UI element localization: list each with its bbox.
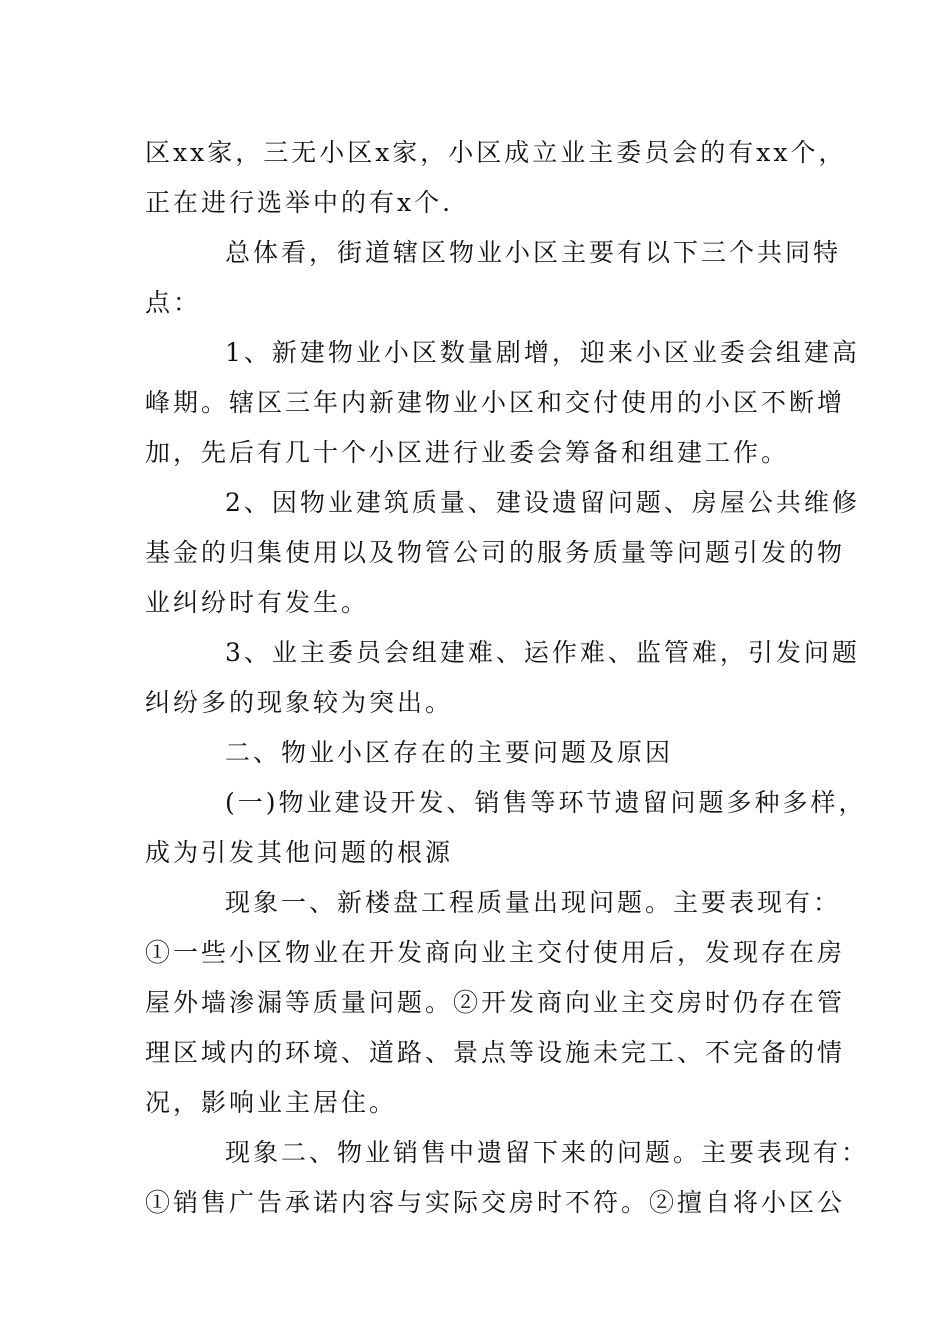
text-line: 区xx家，三无小区x家，小区成立业主委员会的有xx个，: [145, 138, 847, 167]
text-line: 3、业主委员会组建难、运作难、监管难，引发问题: [225, 638, 860, 667]
subsection-heading-cont: 成为引发其他问题的根源: [145, 838, 454, 867]
text-line: 点：: [145, 288, 202, 317]
text-line: 峰期。辖区三年内新建物业小区和交付使用的小区不断增: [145, 388, 846, 417]
text-line: 现象一、新楼盘工程质量出现问题。主要表现有：: [225, 888, 842, 917]
text-line: 况，影响业主居住。: [145, 1088, 398, 1117]
text-line: 屋外墙渗漏等质量问题。②开发商向业主交房时仍存在管: [145, 988, 846, 1017]
text-line: 理区域内的环境、道路、景点等设施未完工、不完备的情: [145, 1038, 846, 1067]
text-line: ①销售广告承诺内容与实际交房时不符。②擅自将小区公: [145, 1188, 846, 1217]
subsection-heading: (一)物业建设开发、销售等环节遗留问题多种多样，: [225, 788, 867, 817]
text-line: 总体看，街道辖区物业小区主要有以下三个共同特: [225, 238, 842, 267]
text-line: 1、新建物业小区数量剧增，迎来小区业委会组建高: [225, 338, 860, 367]
text-line: 纠纷多的现象较为突出。: [145, 688, 454, 717]
text-line: 正在进行选举中的有x个.: [145, 188, 454, 217]
text-line: 2、因物业建筑质量、建设遗留问题、房屋公共维修: [225, 488, 860, 517]
text-line: 业纠纷时有发生。: [145, 588, 370, 617]
section-heading: 二、物业小区存在的主要问题及原因: [225, 738, 674, 767]
text-line: 基金的归集使用以及物管公司的服务质量等问题引发的物: [145, 538, 846, 567]
text-line: ①一些小区物业在开发商向业主交付使用后，发现存在房: [145, 938, 846, 967]
document-body: [145, 128, 870, 1228]
text-line: 现象二、物业销售中遗留下来的问题。主要表现有：: [225, 1138, 870, 1167]
text-line: 加，先后有几十个小区进行业委会筹备和组建工作。: [145, 438, 790, 467]
